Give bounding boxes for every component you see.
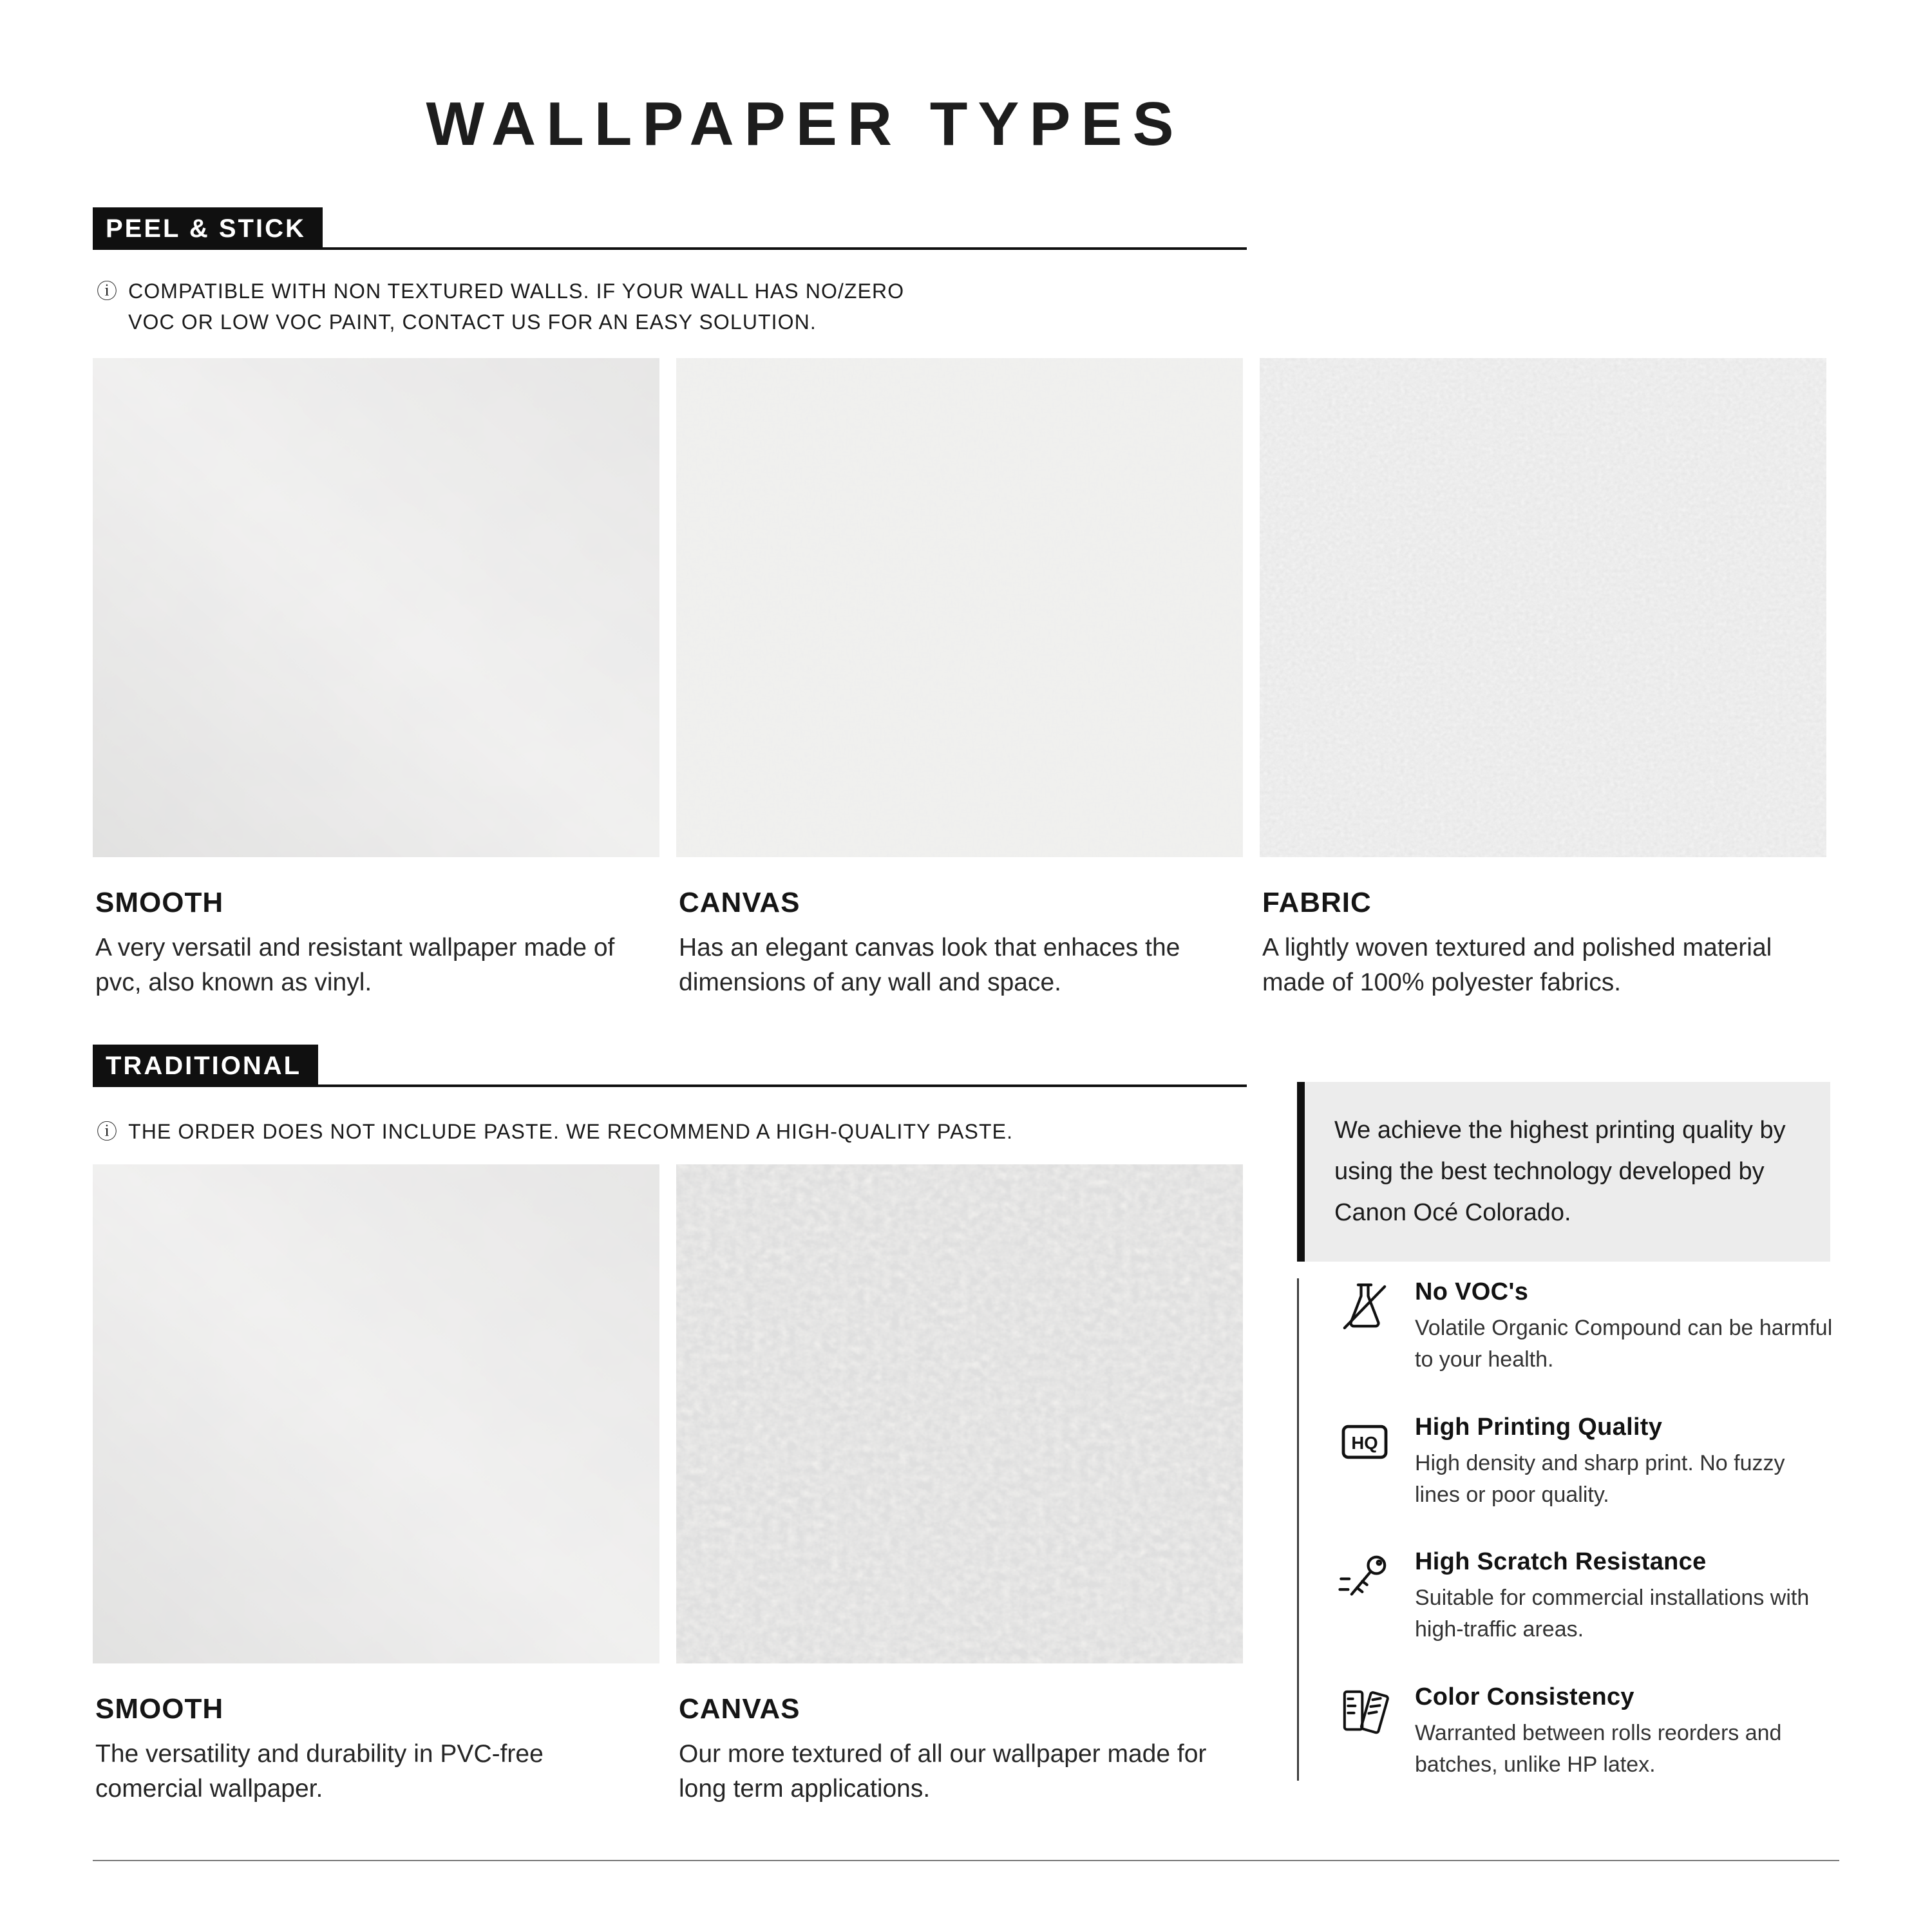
traditional-cards [93,1164,1243,1806]
swatch-peel-canvas [676,358,1243,857]
swatch-peel-fabric [1260,358,1826,857]
no-voc-icon [1336,1278,1393,1335]
color-consistency-icon [1336,1683,1393,1740]
card-title: SMOOTH [95,1693,224,1725]
section-tag-traditional: TRADITIONAL [93,1045,318,1087]
feature-high-printing-quality [1336,1414,1835,1511]
card-desc: The versatility and durability in PVC-free comercial wallpaper. [95,1740,544,1803]
note-text: THE ORDER DOES NOT INCLUDE PASTE. WE RECOMMEND A HIGH-QUALITY PASTE. [128,1120,1014,1143]
feature-scratch-resistance [1336,1548,1835,1646]
card-title: CANVAS [679,887,800,918]
card-peel-canvas [676,358,1243,1000]
section-header-traditional [93,1045,1247,1087]
feature-text [1415,1414,1833,1511]
card-desc: A lightly woven textured and polished material made of 100% polyester fabrics. [1262,934,1772,996]
scratch-icon [1336,1548,1393,1605]
section-rule [318,1084,1247,1087]
info-icon: ⓘ [97,1120,118,1143]
card-peel-fabric [1260,358,1826,1000]
feature-title: Color Consistency [1415,1683,1634,1710]
card-traditional-canvas [676,1164,1243,1806]
swatch-traditional-smooth [93,1164,659,1663]
card-title: CANVAS [679,1693,800,1725]
feature-title: No VOC's [1415,1278,1529,1305]
section-rule [323,247,1247,250]
hq-badge: HQ [1351,1432,1378,1453]
peel-stick-cards [93,358,1826,1000]
swatch-peel-smooth [93,358,659,857]
card-title: FABRIC [1262,887,1372,918]
printing-quality-box: We achieve the highest printing quality by using the best technology developed by Canon Océ Colorado. [1297,1082,1830,1262]
page-title: WALLPAPER TYPES [426,90,1184,158]
feature-no-voc [1336,1278,1835,1376]
peel-stick-note [97,276,904,337]
feature-text [1415,1278,1833,1376]
feature-list [1297,1278,1835,1781]
feature-desc: Volatile Organic Compound can be harmful to your health. [1415,1316,1833,1372]
card-desc: Has an elegant canvas look that enhaces the dimensions of any wall and space. [679,934,1180,996]
swatch-traditional-canvas [676,1164,1243,1663]
feature-text [1415,1683,1833,1781]
traditional-note [97,1116,1013,1147]
section-tag-peel-stick: PEEL & STICK [93,207,323,250]
bottom-divider [93,1860,1839,1861]
card-traditional-smooth [93,1164,659,1806]
card-desc: A very versatil and resistant wallpaper made of pvc, also known as vinyl. [95,934,615,996]
card-title: SMOOTH [95,887,224,918]
note-line-2: VOC OR LOW VOC PAINT, CONTACT US FOR AN EASY SOLUTION. [128,310,817,334]
feature-title: High Printing Quality [1415,1413,1663,1441]
hq-icon [1336,1414,1393,1470]
note-text [128,276,904,337]
feature-desc: High density and sharp print. No fuzzy lines or poor quality. [1415,1450,1785,1507]
feature-color-consistency [1336,1683,1835,1781]
card-desc: Our more textured of all our wallpaper made for long term applications. [679,1740,1207,1803]
feature-title: High Scratch Resistance [1415,1548,1707,1576]
feature-text [1415,1548,1833,1646]
info-icon: ⓘ [97,279,118,303]
section-header-peel-stick [93,207,1247,250]
note-line-1: COMPATIBLE WITH NON TEXTURED WALLS. IF YOUR WALL HAS NO/ZERO [128,279,905,303]
feature-desc: Suitable for commercial installations with high-traffic areas. [1415,1586,1810,1642]
card-peel-smooth [93,358,659,1000]
feature-desc: Warranted between rolls reorders and batches, unlike HP latex. [1415,1720,1782,1777]
